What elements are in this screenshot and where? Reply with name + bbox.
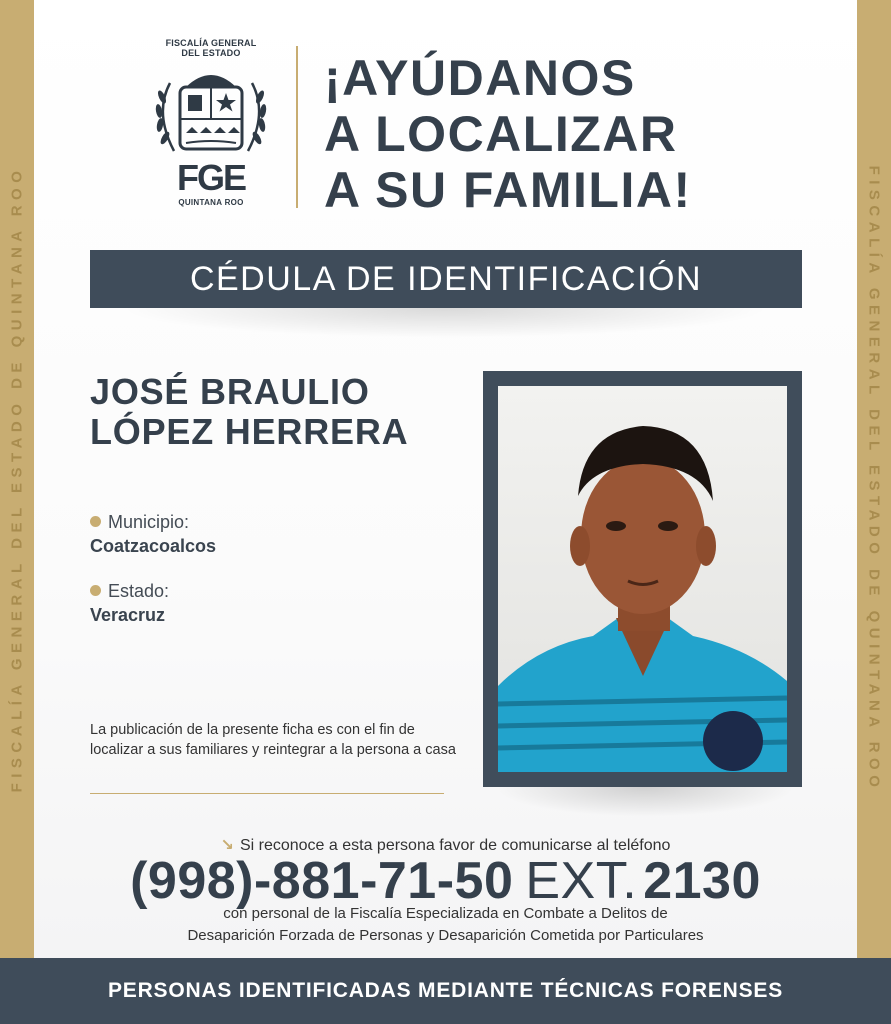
logo-top-line1: FISCALÍA GENERAL	[165, 38, 257, 48]
estado-value: Veracruz	[90, 605, 166, 625]
person-name	[90, 372, 408, 452]
person-portrait-image	[498, 386, 787, 772]
bullet-dot-icon	[90, 516, 101, 527]
estado-label: Estado:	[108, 581, 170, 601]
logo-top-line2: DEL ESTADO	[181, 48, 241, 58]
fge-logo	[148, 38, 274, 210]
headline	[324, 50, 692, 218]
municipio-label-row	[90, 512, 189, 533]
person-name-line-2: LÓPEZ HERRERA	[90, 411, 409, 452]
municipio-value: Coatzacoalcos	[90, 536, 217, 556]
phone-ext-label: EXT.	[525, 852, 638, 910]
estado-label-row	[90, 581, 169, 602]
side-text-left: FISCALÍA GENERAL DEL ESTADO DE QUINTANA ROO	[8, 165, 26, 793]
person-photo	[498, 386, 787, 772]
logo-initials: FGE	[176, 157, 245, 198]
phone-ext: 2130	[643, 852, 761, 910]
header-divider	[296, 46, 298, 208]
person-name-line-1: JOSÉ BRAULIO	[90, 371, 370, 412]
phone-number-row	[0, 850, 891, 912]
note-underline	[90, 793, 444, 794]
contact-line-2: Desaparición Forzada de Personas y Desaparición Cometida por Particulares	[187, 927, 704, 944]
logo-bottom-text: QUINTANA ROO	[178, 198, 244, 207]
contact-line-1: con personal de la Fiscalía Especializada en Combate a Delitos de	[223, 905, 668, 922]
headline-line-1: ¡AYÚDANOS	[324, 50, 636, 106]
footer-banner: PERSONAS IDENTIFICADAS MEDIANTE TÉCNICAS FORENSES	[0, 958, 891, 1024]
banner-shadow	[120, 308, 770, 338]
headline-line-3: A SU FAMILIA!	[324, 162, 692, 218]
publication-note: La publicación de la presente ficha es con el fin de localizar a sus familiares y reintegrar a la persona a casa	[90, 722, 456, 758]
headline-line-2: A LOCALIZAR	[324, 106, 678, 162]
arrow-down-right-icon: ↘	[220, 837, 234, 854]
coat-of-arms-icon	[148, 63, 274, 163]
left-side-border	[0, 0, 34, 958]
right-side-border	[857, 0, 891, 958]
photo-shadow	[495, 787, 795, 817]
photo-frame	[483, 371, 802, 787]
bullet-dot-icon	[90, 585, 101, 596]
contact-lead-text: Si reconoce a esta persona favor de comunicarse al teléfono	[239, 837, 671, 854]
phone-number: (998)-881-71-50	[130, 852, 514, 910]
identification-banner: CÉDULA DE IDENTIFICACIÓN	[90, 250, 802, 308]
municipio-label: Municipio:	[108, 512, 190, 532]
side-text-right: FISCALÍA GENERAL DEL ESTADO DE QUINTANA ROO	[865, 165, 883, 793]
